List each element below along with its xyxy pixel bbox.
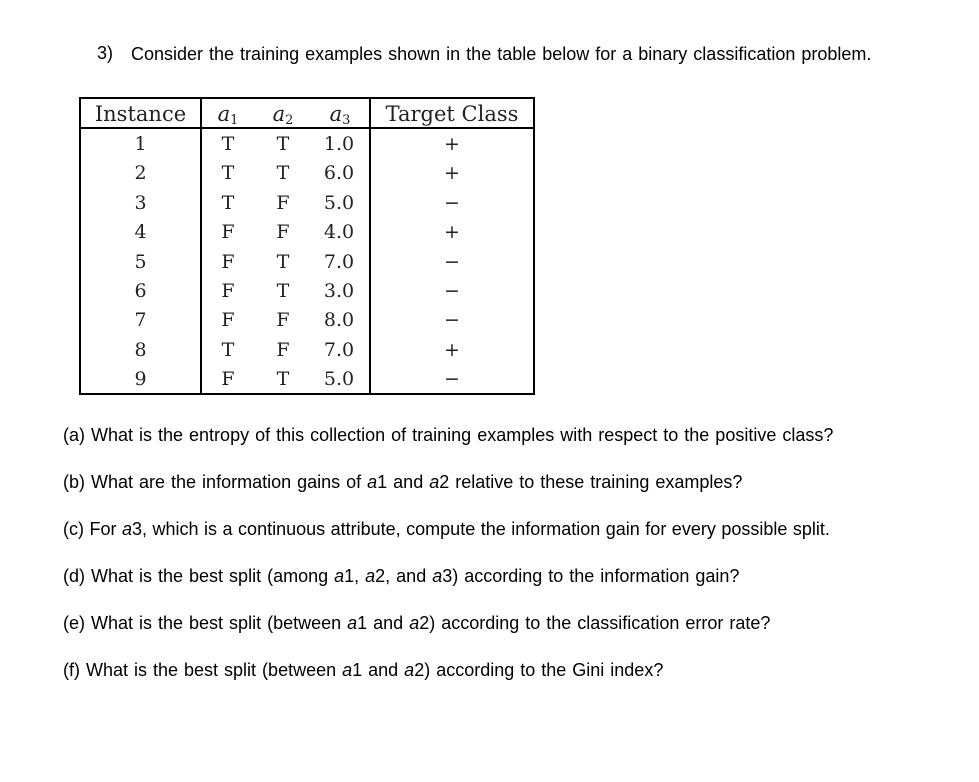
header-target-class: Target Class bbox=[385, 102, 519, 126]
header-divider bbox=[81, 127, 533, 129]
cell-instance: 2 bbox=[134, 162, 147, 185]
header-instance: Instance bbox=[94, 102, 187, 126]
header-a3-var: a bbox=[329, 102, 343, 126]
cell-instance: 4 bbox=[134, 221, 147, 244]
cell-target-class: − bbox=[444, 250, 460, 273]
question-c: (c) For a3, which is a continuous attribute, compute the information gain for every possible split. bbox=[63, 519, 830, 539]
question-intro: Consider the training examples shown in the table below for a binary classification problem. bbox=[131, 44, 872, 64]
header-a3-sub: 3 bbox=[342, 113, 351, 128]
question-d: (d) What is the best split (among a1, a2, and a3) according to the information gain? bbox=[63, 566, 740, 586]
cell-a2: F bbox=[276, 309, 290, 332]
cell-a2: T bbox=[276, 368, 290, 391]
question-number: 3) bbox=[97, 43, 114, 63]
cell-a2: T bbox=[276, 250, 290, 273]
cell-a2: F bbox=[276, 221, 290, 244]
cell-a2: T bbox=[276, 280, 290, 302]
header-a2-var: a bbox=[272, 102, 286, 126]
cell-a3: 5.0 bbox=[323, 191, 355, 214]
cell-a1: F bbox=[221, 309, 235, 332]
cell-target-class: − bbox=[444, 280, 460, 302]
cell-a1: F bbox=[221, 250, 235, 273]
cell-instance: 1 bbox=[134, 133, 147, 155]
cell-target-class: + bbox=[444, 133, 460, 155]
cell-target-class: + bbox=[444, 162, 460, 185]
cell-target-class: + bbox=[444, 338, 460, 361]
cell-a3: 8.0 bbox=[323, 309, 355, 332]
cell-a1: F bbox=[221, 280, 235, 302]
cell-a1: T bbox=[221, 133, 235, 155]
cell-target-class: + bbox=[444, 221, 460, 244]
cell-a3: 7.0 bbox=[323, 338, 355, 361]
cell-a1: T bbox=[221, 191, 235, 214]
cell-a3: 7.0 bbox=[323, 250, 355, 273]
cell-instance: 9 bbox=[134, 368, 147, 391]
cell-instance: 5 bbox=[134, 250, 147, 273]
cell-a1: T bbox=[221, 162, 235, 185]
question-f: (f) What is the best split (between a1 and a2) according to the Gini index? bbox=[63, 660, 664, 680]
question-e: (e) What is the best split (between a1 and a2) according to the classification error rate? bbox=[63, 613, 771, 633]
training-examples-table bbox=[79, 97, 535, 395]
header-a2-sub: 2 bbox=[285, 113, 294, 128]
cell-target-class: − bbox=[444, 309, 460, 332]
cell-instance: 8 bbox=[134, 338, 147, 361]
cell-instance: 6 bbox=[134, 280, 147, 302]
cell-a1: T bbox=[221, 338, 235, 361]
cell-a1: F bbox=[221, 368, 235, 391]
cell-a2: T bbox=[276, 162, 290, 185]
question-b: (b) What are the information gains of a1 and a2 relative to these training examples? bbox=[63, 472, 743, 492]
cell-a1: F bbox=[221, 221, 235, 244]
cell-a3: 5.0 bbox=[323, 368, 355, 391]
cell-a3: 4.0 bbox=[323, 221, 355, 244]
cell-a3: 6.0 bbox=[323, 162, 355, 185]
cell-target-class: − bbox=[444, 368, 460, 391]
header-a1-sub: 1 bbox=[230, 113, 239, 128]
header-a1 bbox=[207, 101, 249, 127]
cell-a2: F bbox=[276, 191, 290, 214]
header-a1-var: a bbox=[217, 102, 231, 126]
cell-a3: 3.0 bbox=[323, 280, 355, 302]
column-divider bbox=[200, 99, 202, 393]
header-a3 bbox=[316, 101, 364, 127]
cell-a2: F bbox=[276, 338, 290, 361]
cell-instance: 3 bbox=[134, 191, 147, 214]
cell-instance: 7 bbox=[134, 309, 147, 332]
cell-a2: T bbox=[276, 133, 290, 155]
header-a2 bbox=[262, 101, 304, 127]
question-list bbox=[63, 424, 943, 706]
question-a: (a) What is the entropy of this collection of training examples with respect to the positive class? bbox=[63, 425, 834, 445]
cell-a3: 1.0 bbox=[323, 133, 355, 155]
cell-target-class: − bbox=[444, 191, 460, 214]
